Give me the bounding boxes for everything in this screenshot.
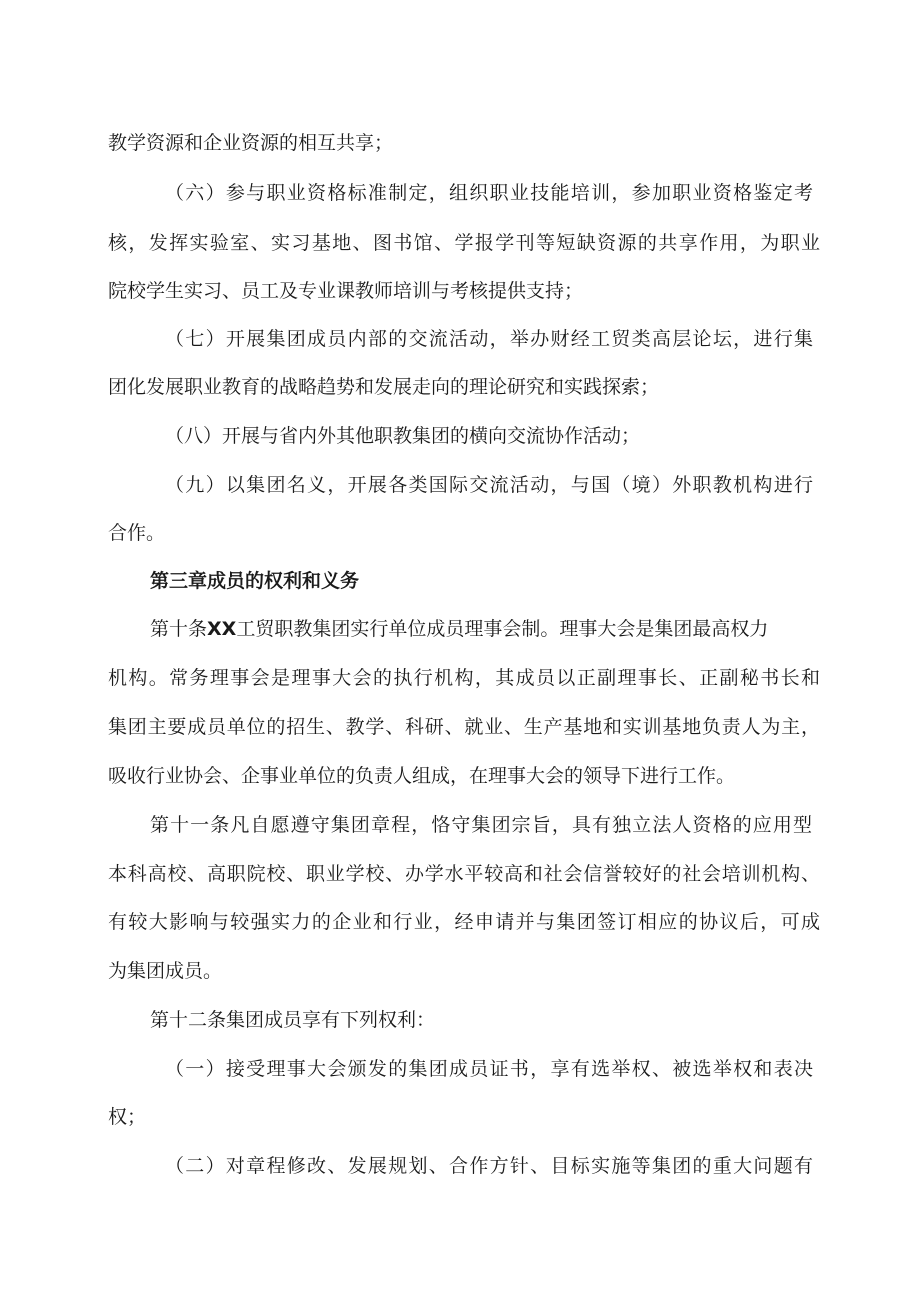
chapter-heading: 第三章成员的权利和义务 [150, 570, 360, 592]
text-line: 权； [108, 1106, 147, 1128]
text-line: 团化发展职业教育的战略趋势和发展走向的理论研究和实践探索； [108, 376, 660, 398]
text-line: 本科高校、高职院校、职业学校、办学水平较高和社会信誉较好的社会培训机构、 [108, 863, 820, 885]
text-line: 有较大影响与较强实力的企业和行业，经申请并与集团签订相应的协议后，可成 [108, 911, 820, 933]
text-line: 第十一条凡自愿遵守集团章程，恪守集团宗旨，具有独立法人资格的应用型 [150, 814, 812, 836]
text-line: （二）对章程修改、发展规划、合作方针、目标实施等集团的重大问题有 [165, 1155, 813, 1177]
text-line: （七）开展集团成员内部的交流活动，举办财经工贸类高层论坛，进行集 [165, 328, 813, 350]
text-line: （九）以集团名义，开展各类国际交流活动，与国（境）外职教机构进行 [165, 474, 813, 496]
text-line: 院校学生实习、员工及专业课教师培训与考核提供支持； [108, 280, 584, 302]
text-line: 机构。常务理事会是理事大会的执行机构，其成员以正副理事长、正副秘书长和 [108, 667, 820, 689]
text-line: 合作。 [108, 522, 166, 544]
text-line [150, 616, 812, 642]
text-line: 吸收行业协会、企事业单位的负责人组成，在理事大会的领导下进行工作。 [108, 765, 736, 787]
text-line: （六）参与职业资格标准制定，组织职业技能培训，参加职业资格鉴定考 [165, 182, 813, 204]
org-placeholder: XX [207, 618, 237, 640]
text-line-rest: 工贸职教集团实行单位成员理事会制。理事大会是集团最高权力 [236, 618, 769, 640]
article-label: 第十条 [150, 618, 208, 640]
text-line: 为集团成员。 [108, 960, 223, 982]
text-line: 核，发挥实验室、实习基地、图书馆、学报学刊等短缺资源的共享作用，为职业 [108, 232, 820, 254]
text-line: （八）开展与省内外其他职教集团的横向交流协作活动； [165, 425, 641, 447]
text-line: 教学资源和企业资源的相互共享； [108, 132, 394, 154]
text-line: （一）接受理事大会颁发的集团成员证书，享有选举权、被选举权和表决 [165, 1058, 813, 1080]
text-line: 第十二条集团成员享有下列权利： [150, 1009, 436, 1031]
text-line: 集团主要成员单位的招生、教学、科研、就业、生产基地和实训基地负责人为主， [108, 716, 820, 738]
